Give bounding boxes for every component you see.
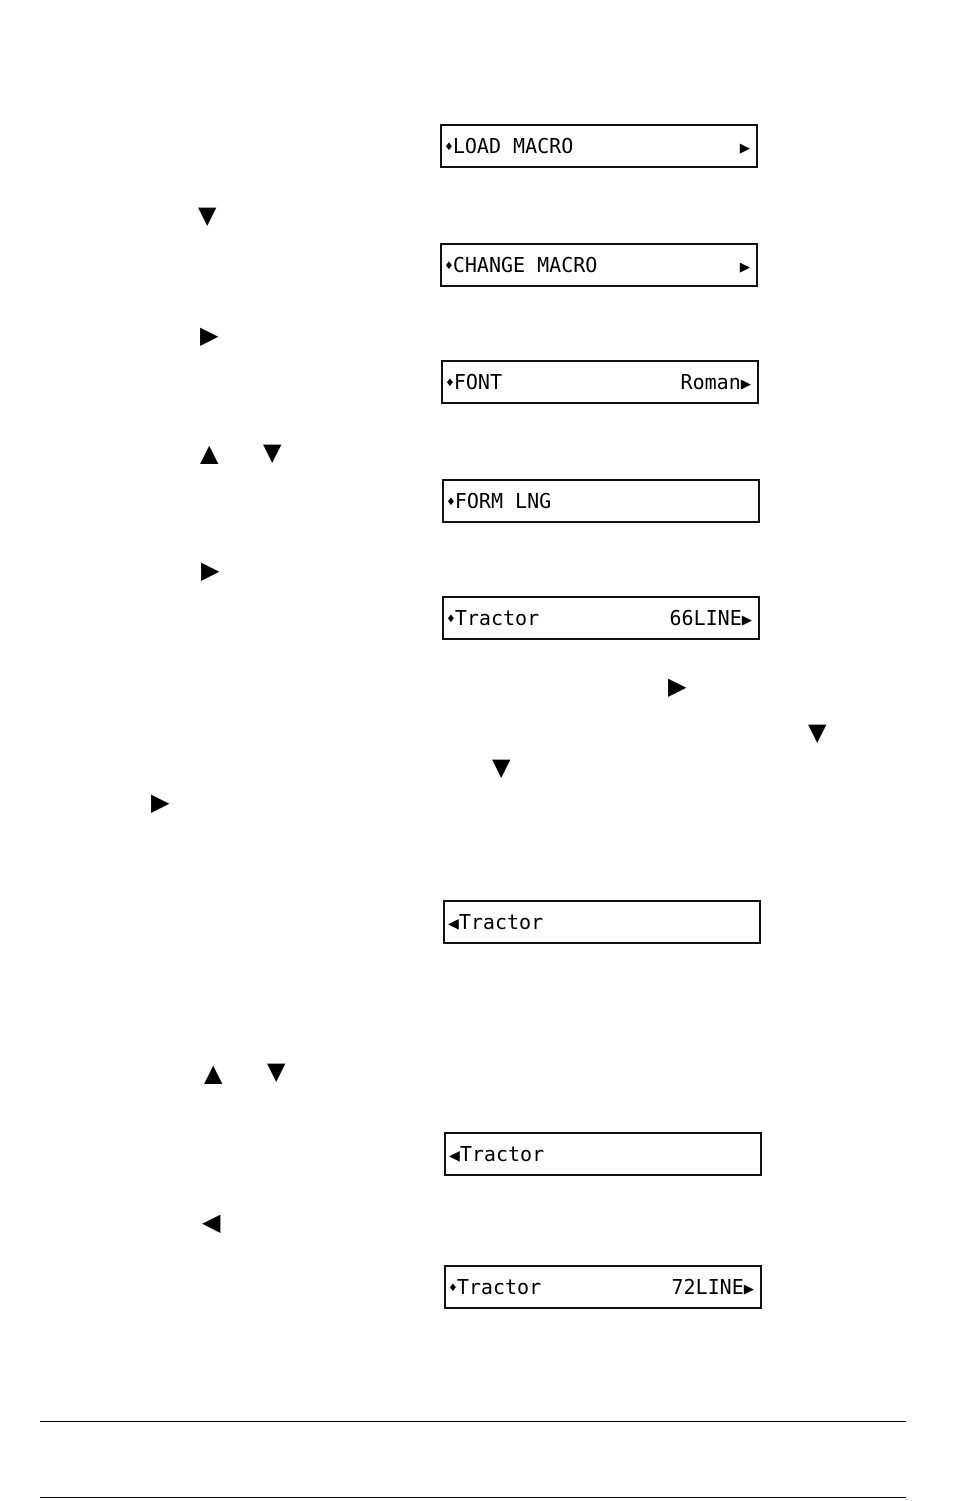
lcd-left-text: FONT (453, 370, 502, 394)
right-arrow-key-icon: ▶ (200, 321, 219, 349)
right-arrow-icon: ▶ (739, 138, 750, 158)
right-arrow-key-icon: ▶ (668, 672, 687, 700)
lcd-display-font (441, 360, 759, 404)
lcd-display-tractor-submenu-2 (444, 1132, 762, 1176)
left-arrow-icon: ◀ (449, 1145, 460, 1166)
lcd-right-text: 66LINE (669, 606, 742, 630)
right-arrow-icon: ▶ (739, 257, 750, 277)
lcd-right-text: 72LINE (671, 1275, 744, 1299)
lcd-display-tractor-72line (444, 1265, 762, 1309)
lcd-left-text: CHANGE MACRO (452, 253, 598, 277)
lcd-left-text: Tractor (458, 910, 544, 934)
down-arrow-key-icon: ▼ (808, 718, 827, 746)
lcd-left-text: Tractor (459, 1142, 545, 1166)
down-arrow-key-icon: ▼ (267, 1057, 286, 1085)
left-arrow-key-icon: ◀ (202, 1208, 221, 1236)
lcd-display-change-macro (440, 243, 758, 287)
left-arrow-icon: ◀ (448, 913, 459, 934)
footer-divider-top (40, 1421, 906, 1422)
up-down-arrow-icon: ♦ (445, 140, 453, 155)
down-arrow-key-icon: ▼ (198, 201, 217, 229)
lcd-left-text: Tractor (456, 1275, 542, 1299)
lcd-display-tractor-66line (442, 596, 760, 640)
up-down-arrow-icon: ♦ (447, 495, 455, 510)
down-arrow-key-icon: ▼ (492, 753, 511, 781)
right-arrow-icon: ▶ (740, 374, 751, 394)
right-arrow-key-icon: ▶ (201, 556, 220, 584)
right-arrow-icon: ▶ (741, 610, 752, 630)
up-down-arrow-icon: ♦ (445, 259, 453, 274)
lcd-left-text: Tractor (454, 606, 540, 630)
lcd-left-text: LOAD MACRO (452, 134, 574, 158)
up-down-arrow-icon: ♦ (449, 1281, 457, 1296)
lcd-right-text: Roman (680, 370, 741, 394)
lcd-display-tractor-submenu (443, 900, 761, 944)
right-arrow-icon: ▶ (743, 1279, 754, 1299)
down-arrow-key-icon: ▼ (263, 438, 282, 466)
lcd-display-load-macro (440, 124, 758, 168)
up-down-arrow-icon: ♦ (447, 612, 455, 627)
lcd-display-form-lng (442, 479, 760, 523)
footer-divider-bottom (40, 1497, 906, 1498)
right-arrow-key-icon: ▶ (151, 788, 170, 816)
up-arrow-key-icon: ▲ (200, 439, 219, 467)
up-arrow-key-icon: ▲ (204, 1059, 223, 1087)
up-down-arrow-icon: ♦ (446, 376, 454, 391)
lcd-left-text: FORM LNG (454, 489, 552, 513)
